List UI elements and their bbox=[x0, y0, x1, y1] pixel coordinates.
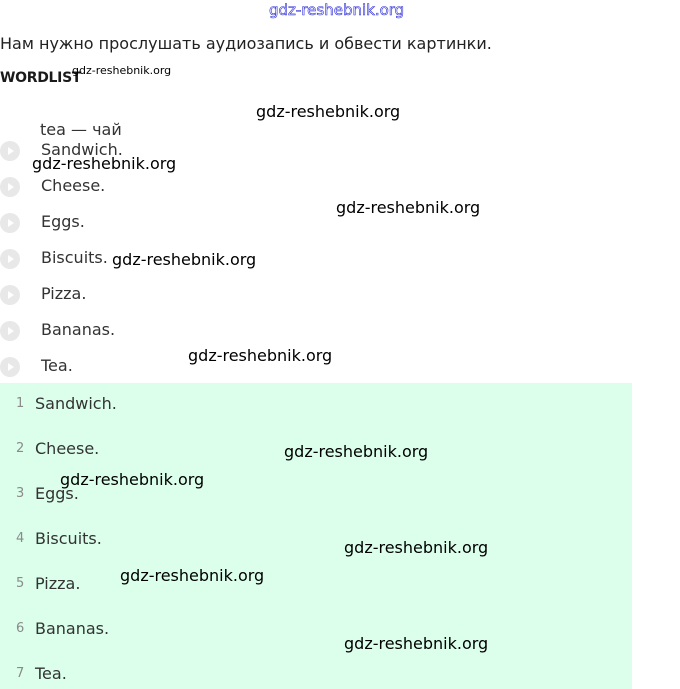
instruction-text: Нам нужно прослушать аудиозапись и обвести картинки. bbox=[0, 34, 492, 53]
watermark: gdz-reshebnik.org bbox=[120, 566, 265, 585]
answer-word: Sandwich. bbox=[35, 394, 117, 413]
wordlist-item bbox=[0, 204, 400, 240]
play-icon[interactable] bbox=[0, 321, 20, 341]
play-icon[interactable] bbox=[0, 177, 20, 197]
answer-number: 3 bbox=[16, 486, 25, 501]
answer-number: 2 bbox=[16, 441, 25, 456]
watermark: gdz-reshebnik.org bbox=[256, 102, 401, 121]
answer-word: Biscuits. bbox=[35, 529, 102, 548]
answer-word: Cheese. bbox=[35, 439, 100, 458]
play-icon[interactable] bbox=[0, 357, 20, 377]
watermark: gdz-reshebnik.org bbox=[60, 470, 205, 489]
watermark: gdz-reshebnik.org bbox=[188, 346, 333, 365]
wordlist-item bbox=[0, 276, 400, 312]
wordlist-word: Pizza. bbox=[41, 284, 87, 303]
cut-off-translation: tea — чай bbox=[40, 120, 122, 139]
answer-number: 4 bbox=[16, 531, 25, 546]
play-icon[interactable] bbox=[0, 141, 20, 161]
wordlist-item bbox=[0, 240, 400, 276]
answer-row bbox=[0, 478, 632, 508]
wordlist-item bbox=[0, 312, 400, 348]
watermark: gdz-reshebnik.org bbox=[284, 442, 429, 461]
answer-row bbox=[0, 613, 632, 643]
answer-word: Tea. bbox=[35, 664, 67, 683]
wordlist-word: Sandwich. bbox=[41, 140, 123, 159]
answer-row bbox=[0, 388, 632, 418]
wordlist-item bbox=[0, 132, 400, 168]
answer-number: 7 bbox=[16, 666, 25, 681]
wordlist-item bbox=[0, 348, 400, 384]
play-icon[interactable] bbox=[0, 213, 20, 233]
site-logo-watermark: gdz-reshebnik.org bbox=[269, 1, 405, 19]
answer-number: 1 bbox=[16, 396, 25, 411]
answer-row bbox=[0, 568, 632, 598]
play-icon[interactable] bbox=[0, 285, 20, 305]
wordlist-word: Tea. bbox=[41, 356, 73, 375]
watermark: gdz-reshebnik.org bbox=[72, 64, 172, 77]
wordlist-item bbox=[0, 168, 400, 204]
watermark: gdz-reshebnik.org bbox=[112, 250, 257, 269]
answer-word: Bananas. bbox=[35, 619, 110, 638]
answer-number: 6 bbox=[16, 621, 25, 636]
watermark: gdz-reshebnik.org bbox=[344, 634, 489, 653]
answer-word: Pizza. bbox=[35, 574, 81, 593]
answer-panel bbox=[0, 383, 632, 689]
wordlist-word: Bananas. bbox=[41, 320, 116, 339]
answer-word: Eggs. bbox=[35, 484, 79, 503]
answer-row bbox=[0, 658, 632, 688]
wordlist-word: Eggs. bbox=[41, 212, 85, 231]
answer-row bbox=[0, 523, 632, 553]
play-icon[interactable] bbox=[0, 249, 20, 269]
answer-number: 5 bbox=[16, 576, 25, 591]
answer-row bbox=[0, 433, 632, 463]
watermark: gdz-reshebnik.org bbox=[336, 198, 481, 217]
watermark: gdz-reshebnik.org bbox=[344, 538, 489, 557]
wordlist-heading: WORDLIST bbox=[0, 70, 82, 86]
watermark: gdz-reshebnik.org bbox=[32, 154, 177, 173]
wordlist-word: Biscuits. bbox=[41, 248, 108, 267]
wordlist-word: Cheese. bbox=[41, 176, 106, 195]
